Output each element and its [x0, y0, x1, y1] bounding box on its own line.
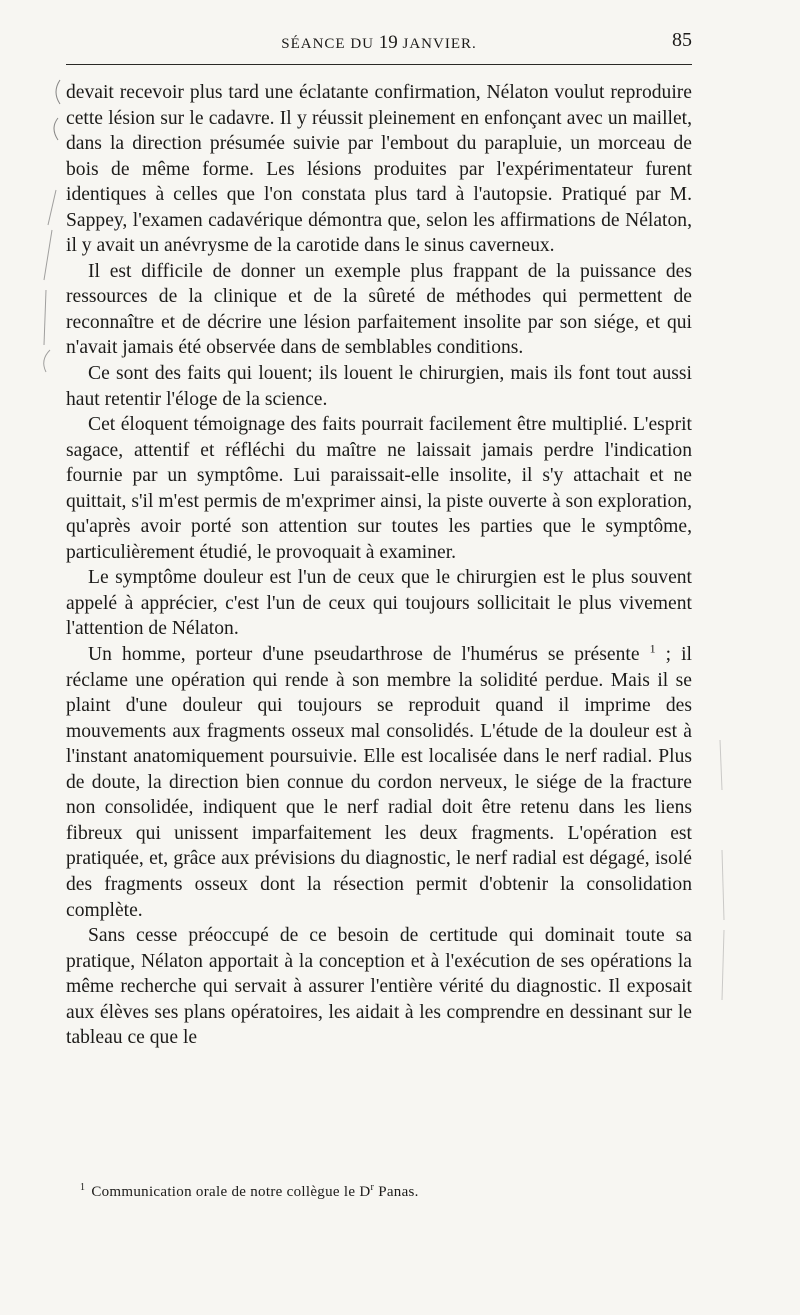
title-date-number: 19 — [378, 32, 398, 53]
paragraph-2: Il est difficile de donner un exemple plus frappant de la puissance des ressources de la clinique et de la sûreté de méthodes qui permettent de reconnaître et de décrire une lésion parfaitement insolite par son siége, et qui n'avait jamais été observée dans de semblables conditions. — [66, 260, 692, 359]
body-text — [66, 80, 692, 1051]
footnote — [80, 1184, 419, 1201]
paragraph-6-start: Un homme, porteur d'une pseudarthrose de l'humérus se présente — [88, 644, 640, 666]
footnote-text: Communication orale de notre collègue le D — [91, 1184, 371, 1200]
margin-mark-9 — [722, 930, 724, 1000]
paragraph-4: Cet éloquent témoignage des faits pourrait facilement être multiplié. L'esprit sagace, attentif et réfléchi du maître ne laissait jamais perdre l'indication fournie par un symptôme. Lui paraissait-elle insolite, il s'y attachait et ne quittait, s'il m'est permis de m'exprimer ainsi, la piste ouverte à son exploration, qu'après avoir porté son attention sur toutes les parties que le symptôme, particulièrement étudié, le provoquait à examiner. — [66, 414, 692, 563]
running-title — [66, 32, 692, 54]
margin-mark-7 — [720, 740, 722, 790]
title-prefix: SÉANCE DU — [281, 36, 379, 52]
paragraph-3: Ce sont des faits qui louent; ils louent le chirurgien, mais ils font tout aussi haut retentir l'éloge de la science. — [66, 363, 692, 410]
footnote-reference: 1 — [649, 641, 656, 656]
footnote-superscript: r — [370, 1182, 375, 1193]
margin-mark-1 — [56, 80, 60, 104]
footnote-mark: 1 — [80, 1182, 86, 1193]
page-number: 85 — [672, 29, 692, 51]
running-header — [66, 28, 692, 58]
margin-mark-4 — [44, 230, 52, 280]
paragraph-7: Sans cesse préoccupé de ce besoin de certitude qui dominait toute sa pratique, Nélaton apportait à la conception et à l'exécution de ses opérations la même recherche qui servait à assurer l'entière vérité du diagnostic. Il exposait aux élèves ses plans opératoires, les aidait à les comprendre en dessinant sur le tableau ce que le — [66, 925, 692, 1049]
margin-mark-5 — [44, 290, 46, 345]
margin-mark-6 — [44, 350, 50, 372]
margin-mark-8 — [722, 850, 724, 920]
margin-mark-3 — [48, 190, 56, 225]
margin-mark-2 — [54, 118, 58, 140]
title-suffix: JANVIER. — [397, 36, 477, 52]
paragraph-6 — [66, 642, 692, 923]
header-rule — [66, 64, 692, 65]
paragraph-6-rest: ; il réclame une opération qui rende à son membre la solidité perdue. Mais il se plaint d'une douleur qui toujours se reproduit quand il imprime des mouvements aux fragments osseux mal consolidés. L'étude de la douleur est à l'instant anatomiquement poursuivie. Elle est localisée dans le nerf radial. Plus de doute, la direction bien connue du cordon nerveux, le siége de la fracture non consolidée, indiquent que le nerf radial doit être retenu dans les liens fibreux qui unissent imparfaitement les deux fragments. L'opération est pratiquée, et, grâce aux prévisions du diagnostic, le nerf radial est dégagé, isolé des fragments osseux dont la résection permit d'obtenir la consolidation complète. — [66, 644, 692, 921]
footnote-text-end: Panas. — [374, 1184, 419, 1200]
paragraph-1: devait recevoir plus tard une éclatante confirmation, Nélaton voulut reproduire cette lésion sur le cadavre. Il y réussit pleinement en enfonçant avec un maillet, dans la direction présumée suivie par l'embout du parapluie, un morceau de bois de même forme. Les lésions produites par l'expérimentateur furent identiques à celles que l'on constata plus tard à l'autopsie. Pratiqué par M. Sappey, l'examen cadavérique démontra que, selon les affirmations de Nélaton, il y avait un anévrysme de la carotide dans le sinus caverneux. — [66, 82, 692, 257]
paragraph-5: Le symptôme douleur est l'un de ceux que le chirurgien est le plus souvent appelé à apprécier, c'est l'un de ceux qui toujours sollicitait le plus vivement l'attention de Nélaton. — [66, 567, 692, 640]
